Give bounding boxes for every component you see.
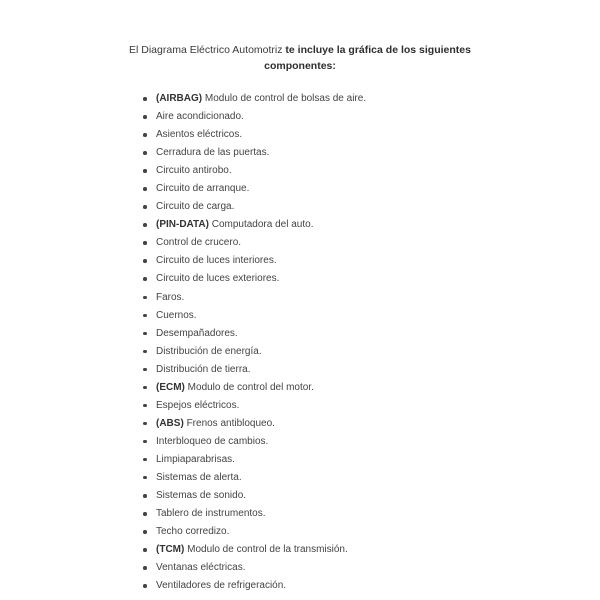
list-item bbox=[143, 343, 366, 361]
list-item bbox=[143, 451, 366, 469]
component-code: (ABS) bbox=[156, 417, 184, 429]
component-text: Circuito antirobo. bbox=[156, 165, 232, 177]
bullet-icon bbox=[143, 404, 147, 408]
component-text: Frenos antibloqueo. bbox=[186, 417, 275, 429]
bullet-icon bbox=[143, 440, 147, 444]
component-code: (PIN-DATA) bbox=[156, 219, 209, 231]
component-text: Computadora del auto. bbox=[211, 219, 314, 231]
component-text: Tablero de instrumentos. bbox=[156, 508, 266, 520]
component-text: Techo corredizo. bbox=[156, 526, 230, 538]
intro-plain-text: El Diagrama Eléctrico Automotriz bbox=[129, 44, 286, 56]
intro-paragraph bbox=[100, 42, 500, 74]
bullet-icon bbox=[143, 332, 147, 336]
component-text: Asientos eléctricos. bbox=[156, 129, 243, 141]
list-item bbox=[143, 252, 366, 270]
bullet-icon bbox=[143, 169, 147, 173]
list-item bbox=[143, 126, 366, 144]
component-text: Circuito de arranque. bbox=[156, 183, 250, 195]
list-item bbox=[143, 559, 366, 577]
list-item bbox=[143, 216, 366, 234]
component-text: Ventanas eléctricas. bbox=[156, 562, 246, 574]
bullet-icon bbox=[143, 494, 147, 498]
component-text: Cuernos. bbox=[156, 309, 197, 321]
component-text: Ventiladores de refrigeración. bbox=[156, 580, 287, 592]
bullet-icon bbox=[143, 296, 147, 300]
component-code: (ECM) bbox=[156, 381, 185, 393]
component-text: Espejos eléctricos. bbox=[156, 399, 240, 411]
list-item bbox=[143, 198, 366, 216]
list-item bbox=[143, 469, 366, 487]
list-item bbox=[143, 415, 366, 433]
bullet-icon bbox=[143, 133, 147, 137]
components-list bbox=[143, 90, 366, 595]
bullet-icon bbox=[143, 259, 147, 263]
component-text: Distribución de energía. bbox=[156, 345, 262, 357]
list-item bbox=[143, 361, 366, 379]
list-item bbox=[143, 90, 366, 108]
list-item bbox=[143, 487, 366, 505]
component-text: Sistemas de sonido. bbox=[156, 490, 247, 502]
bullet-icon bbox=[143, 368, 147, 372]
intro-bold-text: te incluye la gráfica de los siguientes componentes: bbox=[264, 44, 471, 72]
bullet-icon bbox=[143, 512, 147, 516]
bullet-icon bbox=[143, 476, 147, 480]
bullet-icon bbox=[143, 205, 147, 209]
component-text: Limpiaparabrisas. bbox=[156, 453, 235, 465]
bullet-icon bbox=[143, 314, 147, 318]
bullet-icon bbox=[143, 458, 147, 462]
component-code: (TCM) bbox=[156, 544, 185, 556]
component-text: Aire acondicionado. bbox=[156, 111, 244, 123]
list-item bbox=[143, 162, 366, 180]
bullet-icon bbox=[143, 187, 147, 191]
bullet-icon bbox=[143, 223, 147, 227]
bullet-icon bbox=[143, 386, 147, 390]
bullet-icon bbox=[143, 350, 147, 354]
list-item bbox=[143, 289, 366, 307]
list-item bbox=[143, 577, 366, 595]
list-item bbox=[143, 325, 366, 343]
component-text: Faros. bbox=[156, 291, 185, 303]
component-text: Cerradura de las puertas. bbox=[156, 147, 270, 159]
component-text: Modulo de control del motor. bbox=[187, 381, 314, 393]
bullet-icon bbox=[143, 241, 147, 245]
list-item bbox=[143, 379, 366, 397]
bullet-icon bbox=[143, 115, 147, 119]
component-text: Distribución de tierra. bbox=[156, 363, 251, 375]
list-item bbox=[143, 234, 366, 252]
component-text: Modulo de control de bolsas de aire. bbox=[204, 93, 367, 104]
list-item bbox=[143, 541, 366, 559]
component-text: Control de crucero. bbox=[156, 237, 242, 249]
component-text: Desempañadores. bbox=[156, 327, 238, 339]
component-text: Modulo de control de la transmisión. bbox=[187, 544, 348, 556]
list-item bbox=[143, 180, 366, 198]
bullet-icon bbox=[143, 97, 147, 101]
list-item bbox=[143, 505, 366, 523]
component-text: Circuito de luces interiores. bbox=[156, 255, 277, 267]
bullet-icon bbox=[143, 584, 147, 588]
list-item bbox=[143, 397, 366, 415]
component-text: Sistemas de alerta. bbox=[156, 471, 242, 483]
list-item bbox=[143, 270, 366, 288]
list-item bbox=[143, 108, 366, 126]
list-item bbox=[143, 307, 366, 325]
bullet-icon bbox=[143, 422, 147, 426]
bullet-icon bbox=[143, 151, 147, 155]
component-code: (AIRBAG) bbox=[156, 93, 203, 104]
bullet-icon bbox=[143, 530, 147, 534]
bullet-icon bbox=[143, 566, 147, 570]
list-item bbox=[143, 523, 366, 541]
bullet-icon bbox=[143, 548, 147, 552]
list-item bbox=[143, 144, 366, 162]
component-text: Interbloqueo de cambios. bbox=[156, 435, 269, 447]
bullet-icon bbox=[143, 277, 147, 281]
component-text: Circuito de luces exteriores. bbox=[156, 273, 280, 285]
list-item bbox=[143, 433, 366, 451]
component-text: Circuito de carga. bbox=[156, 201, 235, 213]
